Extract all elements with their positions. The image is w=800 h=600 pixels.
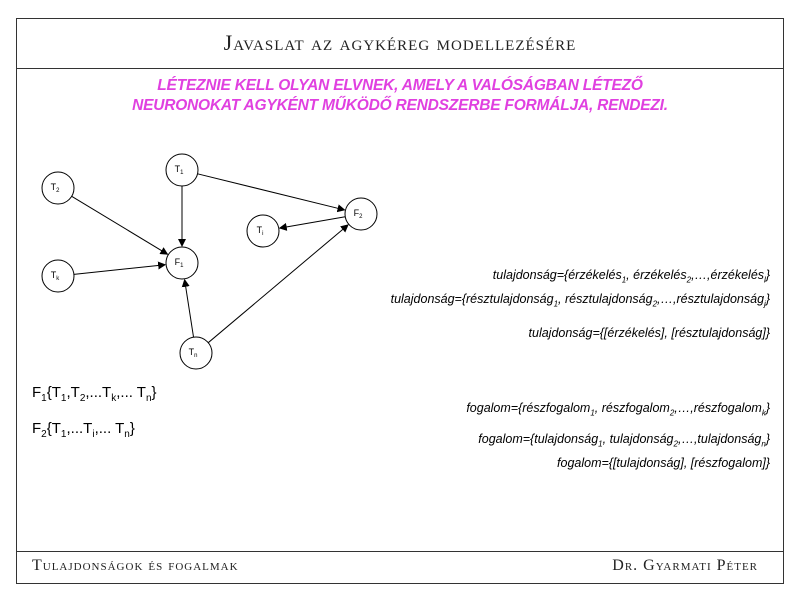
edge-t1-f2: [198, 174, 345, 210]
footer-author: Dr. Gyarmati Péter: [612, 557, 758, 574]
node-label: $F_1$: [174, 257, 184, 269]
formula-fogalom-2: fogalom={tulajdonság$_1$, tulajdonság$_2$,…,tulajdonság$_n$}: [478, 432, 770, 449]
edge-tn-f1: [185, 280, 194, 337]
node-t2: [42, 172, 74, 204]
slide-title: Javaslat az agykéreg modellezésére: [223, 30, 577, 55]
edge-f2-ti: [280, 217, 345, 228]
node-label: $T_2$: [50, 182, 60, 194]
subtitle-line-2: NEURONOKAT AGYKÉNT MŰKÖDŐ RENDSZERBE FORMÁLJA, RENDEZI.: [132, 97, 668, 114]
node-label: $T_1$: [174, 164, 184, 176]
node-tn: [180, 337, 212, 369]
formula-fogalom-3: fogalom={[tulajdonság], [részfogalom]}: [557, 456, 770, 470]
formula-fogalom-1: fogalom={részfogalom$_1$, részfogalom$_2$,…,részfogalom$_k$}: [466, 401, 770, 418]
set-f2: $F_2\{T_1,...T_i$,... $T_n$}: [32, 420, 135, 440]
edge-tn-f2: [208, 225, 348, 343]
formula-tulajdonsag-3: tulajdonság={[érzékelés], [résztulajdonság]}: [528, 326, 770, 340]
node-t1: [166, 154, 198, 186]
node-tk: [42, 260, 74, 292]
edge-t2-f1: [72, 196, 168, 254]
node-f1: [166, 247, 198, 279]
node-label: $T_n$: [188, 347, 198, 359]
subtitle-line-1: LÉTEZNIE KELL OLYAN ELVNEK, AMELY A VALÓSÁGBAN LÉTEZŐ: [157, 77, 643, 94]
formula-tulajdonsag-1: tulajdonság={érzékelés$_1$, érzékelés$_2$,…,érzékelés$_l$}: [492, 268, 770, 285]
footer-topic: Tulajdonságok és fogalmak: [32, 557, 239, 574]
node-label: $F_2$: [353, 208, 363, 220]
node-label: $T_k$: [50, 270, 60, 282]
edge-tk-f1: [74, 265, 165, 275]
formula-tulajdonsag-2: tulajdonság={résztulajdonság$_1$, résztulajdonság$_2$,…,résztulajdonság$_j$}: [390, 292, 770, 309]
node-label: $T_i$: [256, 225, 264, 237]
set-f1: $F_1\{T_1,T_2,...T_k$,... $T_n$}: [32, 384, 157, 404]
node-f2: [345, 198, 377, 230]
node-ti: [247, 215, 279, 247]
